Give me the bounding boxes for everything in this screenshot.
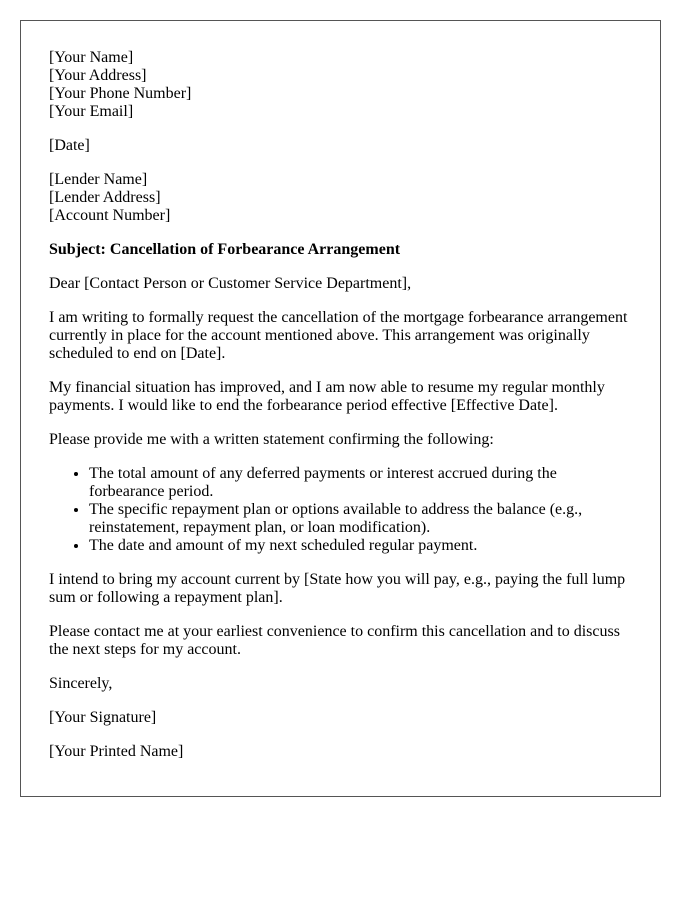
subject-line: Subject: Cancellation of Forbearance Arrangement	[49, 241, 401, 258]
recipient-block	[49, 171, 632, 225]
list-item: • The specific repayment plan or options available to address the balance (e.g., reinstatement, repayment plan, or loan modification).	[89, 501, 632, 537]
list-item: • The date and amount of my next scheduled regular payment.	[89, 537, 632, 555]
list-item: • The total amount of any deferred payments or interest accrued during the forbearance period.	[89, 465, 632, 501]
sender-email: [Your Email]	[49, 103, 134, 120]
lender-address: [Lender Address]	[49, 189, 161, 206]
body-paragraph: I am writing to formally request the cancellation of the mortgage forbearance arrangement currently in place for the account mentioned above. This arrangement was originally scheduled to end on [Date].	[49, 309, 628, 362]
body-paragraph: My financial situation has improved, and I am now able to resume my regular monthly payments. I would like to end the forbearance period effective [Effective Date].	[49, 379, 605, 414]
printed-name: [Your Printed Name]	[49, 743, 184, 760]
confirmation-list	[49, 465, 632, 555]
salutation: Dear [Contact Person or Customer Service Department],	[49, 275, 412, 292]
sender-name: [Your Name]	[49, 49, 134, 66]
letter-date: [Date]	[49, 137, 90, 154]
signature: [Your Signature]	[49, 709, 157, 726]
body-paragraph: I intend to bring my account current by [State how you will pay, e.g., paying the full lump sum or following a repayment plan].	[49, 571, 626, 606]
account-number: [Account Number]	[49, 207, 171, 224]
sender-phone: [Your Phone Number]	[49, 85, 192, 102]
body-paragraph: Please contact me at your earliest convenience to confirm this cancellation and to discuss the next steps for my account.	[49, 623, 620, 658]
sender-address: [Your Address]	[49, 67, 147, 84]
sender-block	[49, 49, 632, 121]
lender-name: [Lender Name]	[49, 171, 148, 188]
body-paragraph: Please provide me with a written statement confirming the following:	[49, 431, 494, 448]
letter	[20, 20, 661, 797]
closing: Sincerely,	[49, 675, 113, 692]
